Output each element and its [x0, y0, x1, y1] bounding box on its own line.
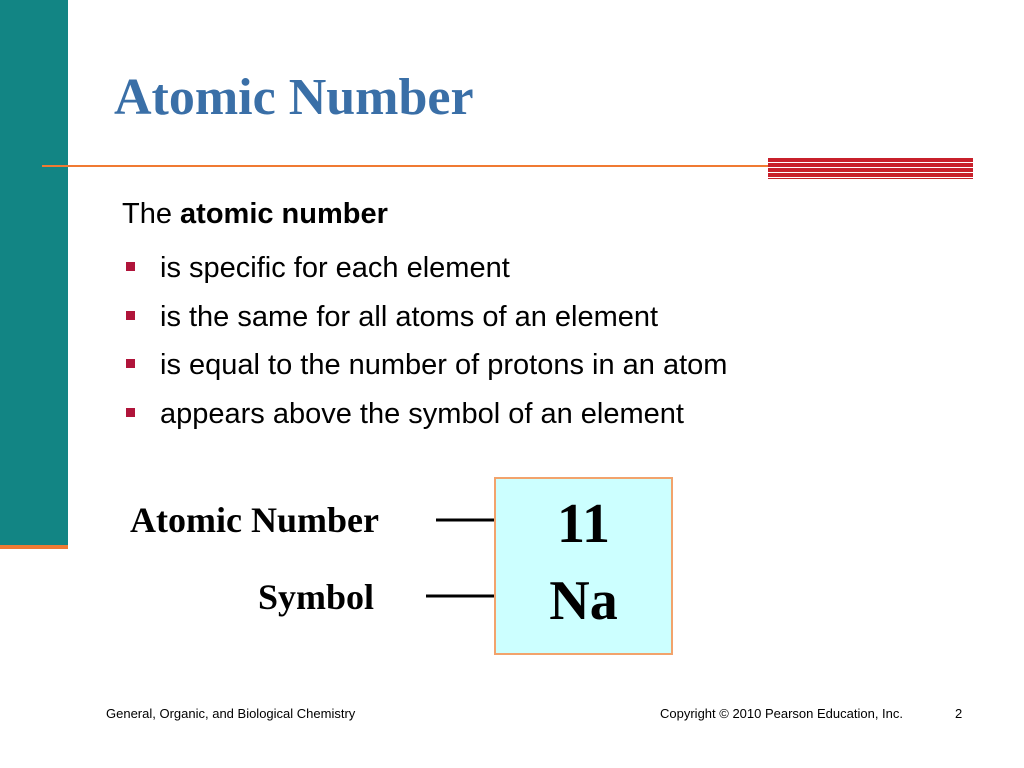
- element-tile: [494, 477, 673, 655]
- title-divider-accent: [768, 158, 973, 179]
- square-bullet-icon: [126, 311, 135, 320]
- bullet-text: is the same for all atoms of an element: [160, 300, 659, 333]
- bullet-item: [122, 293, 727, 342]
- footer-copyright: Copyright © 2010 Pearson Education, Inc.: [660, 706, 904, 721]
- footer-course-title: General, Organic, and Biological Chemistry: [106, 706, 356, 721]
- atomic-number-label: Atomic Number: [130, 500, 379, 540]
- square-bullet-icon: [126, 262, 135, 271]
- bullet-item: [122, 390, 727, 439]
- bullet-item: [122, 244, 727, 293]
- side-decor-bar: [0, 0, 68, 545]
- bullet-list: [122, 244, 727, 438]
- bullet-text: is specific for each element: [160, 252, 510, 284]
- element-symbol: Na: [549, 570, 618, 632]
- intro-prefix: The: [122, 198, 181, 230]
- bullet-text: appears above the symbol of an element: [160, 397, 684, 430]
- atomic-number-value: 11: [557, 493, 610, 555]
- bullet-text: is equal to the number of protons in an atom: [160, 349, 728, 381]
- bullet-item: [122, 341, 727, 390]
- symbol-label: Symbol: [258, 577, 375, 617]
- intro-bold-term: atomic number: [180, 198, 388, 230]
- intro-line: [122, 194, 388, 234]
- square-bullet-icon: [126, 359, 135, 368]
- slide-title: Atomic Number: [114, 69, 474, 126]
- page-number: 2: [955, 706, 963, 721]
- square-bullet-icon: [126, 408, 135, 417]
- side-decor-accent: [0, 545, 68, 549]
